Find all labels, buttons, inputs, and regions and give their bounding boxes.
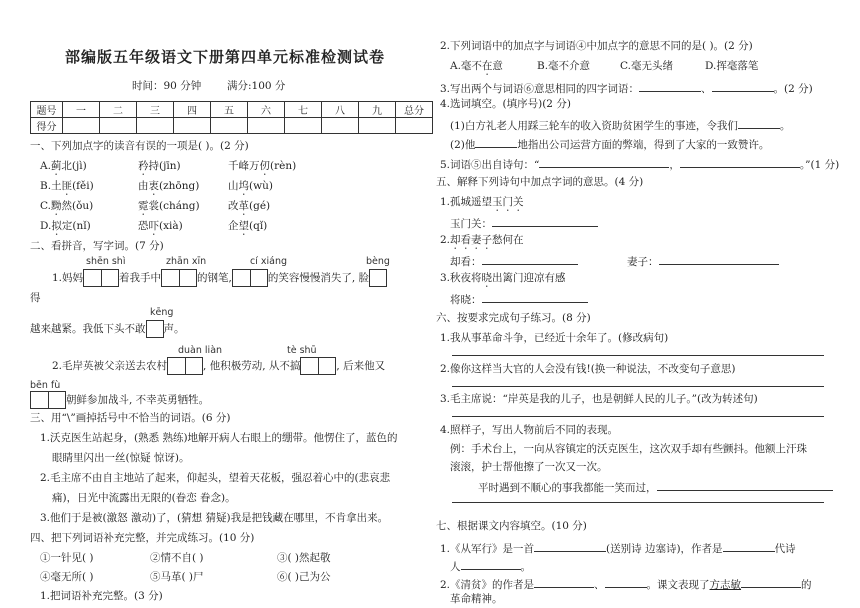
s1-option-b3 xyxy=(228,180,273,198)
text: 2. xyxy=(440,234,451,246)
dotted-char: 却 xyxy=(450,234,461,246)
option-text: B.土 xyxy=(40,180,62,192)
answer-line[interactable] xyxy=(738,117,780,129)
dotted-char: 妻子 xyxy=(471,234,493,246)
s4-item: ④毫无所( ) xyxy=(40,571,94,583)
text: 2.毛岸英被父亲送去农村 xyxy=(52,360,168,372)
s4-item: ⑤马革( )尸 xyxy=(150,571,204,583)
section-6-title: 六、按要求完成句子练习。(8 分) xyxy=(436,312,591,324)
answer-line[interactable] xyxy=(680,156,800,168)
option-text: 千峰万 xyxy=(228,160,260,172)
table-cell: 七 xyxy=(285,102,322,118)
answer-box[interactable] xyxy=(167,357,203,375)
answer-line[interactable] xyxy=(712,80,774,92)
s4-q2: 2.下列词语中的加点字与词语④中加点字的意思不同的是( )。(2 分) xyxy=(440,40,753,52)
s5-p2-ans2 xyxy=(627,253,779,269)
s5-p2-ans1 xyxy=(450,253,578,269)
text: 却看： xyxy=(450,256,482,268)
answer-box[interactable] xyxy=(232,269,268,287)
s1-option-c xyxy=(40,200,93,218)
s1-option-c2 xyxy=(138,200,200,218)
text: 。 xyxy=(520,561,531,573)
s3-line: 3.他们于是被(激怒 激动)了，(猜想 猜疑)我是把钱藏在哪里，不肯拿出来。 xyxy=(40,512,389,524)
dotted-char: 霓 xyxy=(138,200,149,212)
table-cell: 五 xyxy=(211,102,248,118)
answer-line[interactable] xyxy=(461,558,521,570)
score-input-cell[interactable] xyxy=(322,118,359,134)
s4-q4a xyxy=(450,117,790,133)
option-text: (xià) xyxy=(159,220,183,232)
s1-option-d xyxy=(40,220,91,238)
text: (1)白方礼老人用踩三轮车的收入资助贫困学生的事迹，令我们 xyxy=(450,120,738,132)
s4-q5 xyxy=(440,156,839,172)
text: 声。 xyxy=(163,323,185,335)
s3-line: 眼睛里闪出一丝(惊疑 惊讶)。 xyxy=(52,452,190,464)
section-5-title: 五、解释下列诗句中加点字词的意思。(4 分) xyxy=(436,176,644,188)
table-cell: 得分 xyxy=(31,118,63,134)
s4-item: ②情不自( ) xyxy=(150,552,204,564)
text: 妻子： xyxy=(627,256,659,268)
text: 、 xyxy=(594,579,605,591)
dotted-char: 衷 xyxy=(148,180,159,192)
text: 着我手中 xyxy=(119,272,162,284)
answer-box[interactable] xyxy=(146,320,164,338)
text: 越来越紧。我低下头不敢 xyxy=(30,323,146,335)
text: 代诗 xyxy=(774,543,796,555)
s5-p3-ans xyxy=(450,291,588,307)
s1-option-a3 xyxy=(228,160,296,178)
text: 。”(1 分) xyxy=(799,159,840,171)
s7-q2-cont: 革命精神。 xyxy=(450,593,503,605)
answer-line[interactable] xyxy=(482,253,578,265)
s6-q4-prompt xyxy=(478,479,833,495)
text: , 后来他又 xyxy=(336,360,386,372)
text: 平时遇到不顺心的事我都能一笑而过， xyxy=(478,482,657,494)
answer-box[interactable] xyxy=(30,391,66,409)
answer-line[interactable] xyxy=(659,253,779,265)
option-text: 由 xyxy=(138,180,149,192)
dotted-char: 望 xyxy=(238,220,249,232)
s5-p3 xyxy=(440,272,566,290)
answer-box[interactable] xyxy=(300,357,336,375)
text: (送别诗 边塞诗)，作者是 xyxy=(606,543,723,555)
s1-option-d2 xyxy=(138,220,183,238)
dotted-char: 蓟 xyxy=(50,160,62,172)
dotted-char: 矜 xyxy=(138,160,149,172)
text: 人 xyxy=(450,561,461,573)
option-text: 企 xyxy=(228,220,239,232)
text: (2)他 xyxy=(450,139,476,151)
answer-box[interactable] xyxy=(369,269,387,287)
option-text: 然(ǒu) xyxy=(61,200,94,212)
s7-q2 xyxy=(440,576,812,592)
option-text: (fěi) xyxy=(72,180,94,192)
option-text: (wù) xyxy=(249,180,273,192)
text: 地指出公司运营方面的弊端，得到了大家的一致赞许。 xyxy=(517,139,770,151)
page-title: 部编版五年级语文下册第四单元标准检测试卷 xyxy=(65,48,386,66)
score-input-cell[interactable] xyxy=(211,118,248,134)
section-7-title: 七、根据课文内容填空。(10 分) xyxy=(436,520,587,532)
option-text: (rèn) xyxy=(270,160,297,172)
dotted-char: 拟 xyxy=(51,220,62,232)
score-input-cell[interactable] xyxy=(396,118,433,134)
answer-line[interactable] xyxy=(534,576,594,588)
score-input-cell[interactable] xyxy=(359,118,396,134)
score-label: 满分:100 分 xyxy=(227,80,286,92)
text: 3.秋夜将 xyxy=(440,272,482,284)
s4-q4: 4.选词填空。(填序号)(2 分) xyxy=(440,98,571,110)
option-text: 持(jīn) xyxy=(148,160,181,172)
text: 愁何在 xyxy=(492,234,524,246)
pinyin: bēn fù xyxy=(30,380,61,391)
answer-line[interactable] xyxy=(539,156,669,168)
s2-line-2 xyxy=(30,319,185,339)
table-cell: 题号 xyxy=(31,102,63,118)
s6-q4-example-2: 滚滚，护士帮他擦了一次又一次。 xyxy=(450,461,608,473)
option-letter: A. xyxy=(40,160,51,172)
score-input-cell[interactable] xyxy=(248,118,285,134)
text: 。(2 分) xyxy=(773,83,813,95)
text: , 他积极劳动, 从不搞 xyxy=(203,360,301,372)
text: 朝鲜参加战斗, 不幸英勇牺牲。 xyxy=(66,394,210,406)
s7-q1-cont xyxy=(450,558,531,574)
s7-q1 xyxy=(440,540,796,556)
s4-item: ③( )然起敬 xyxy=(277,552,331,564)
answer-line[interactable] xyxy=(492,215,598,227)
text: 的笑容慢慢消失了, 脸 xyxy=(267,272,370,284)
answer-line[interactable] xyxy=(657,479,833,491)
s1-option-d3 xyxy=(228,220,267,238)
score-table-score-row xyxy=(31,118,433,134)
section-2-title: 二、看拼音，写字词。(7 分) xyxy=(30,240,164,252)
s1-option-b xyxy=(40,180,94,198)
score-table-header-row xyxy=(31,102,433,118)
s1-option-c3 xyxy=(228,200,270,218)
answer-line[interactable] xyxy=(452,355,824,356)
text: 。课文表现了 xyxy=(646,579,710,591)
answer-box[interactable] xyxy=(161,269,197,287)
text: 5.词语⑤出自诗句：“ xyxy=(440,159,540,171)
s5-p1-ans xyxy=(450,215,598,231)
table-cell: 总分 xyxy=(396,102,433,118)
dotted-char: 黝 xyxy=(51,200,62,212)
option-text: 裳(cháng) xyxy=(148,200,200,212)
section-1-title: 一、下列加点字的读音有误的一项是( )。(2 分) xyxy=(30,140,249,152)
s4-q2-opt-d: D.挥毫落笔 xyxy=(705,60,759,72)
dotted-char: 仞 xyxy=(259,160,270,172)
s4-q2-opt-c: C.毫无头绪 xyxy=(620,60,673,72)
score-input-cell[interactable] xyxy=(63,118,100,134)
dotted-char: 晓 xyxy=(481,272,493,284)
pinyin: shēn shì xyxy=(86,256,126,267)
underlined-text: 方志敏 xyxy=(709,579,742,591)
s2-line-1-end: 得 xyxy=(30,292,41,304)
dotted-char: 吓 xyxy=(148,220,159,232)
answer-line[interactable] xyxy=(723,540,775,552)
table-cell: 四 xyxy=(174,102,211,118)
s2-line-1 xyxy=(52,268,387,288)
s4-item: ⑥( )己为公 xyxy=(277,571,331,583)
section-3-title: 三、用“\”画掉括号中不恰当的词语。(6 分) xyxy=(30,412,231,424)
answer-box[interactable] xyxy=(83,269,119,287)
pinyin: cí xiáng xyxy=(250,256,288,267)
pinyin: zhān xīn xyxy=(166,256,207,267)
answer-line[interactable] xyxy=(534,540,606,552)
dotted-char: 门 xyxy=(502,196,514,208)
pinyin: duàn liàn xyxy=(178,345,223,356)
dotted-char: 匪 xyxy=(61,180,73,192)
text: 1.《从军行》是一首 xyxy=(440,543,535,555)
text: 3.写出两个与词语⑥意思相同的四字词语： xyxy=(440,83,640,95)
answer-line[interactable] xyxy=(482,291,588,303)
text: 的钢笔, xyxy=(197,272,232,284)
text: ， xyxy=(669,159,680,171)
s6-q4-example-1: 例：手术台上，一向从容镇定的沃克医生，这次双手却有些颤抖。他额上汗珠 xyxy=(450,443,807,455)
table-cell: 一 xyxy=(63,102,100,118)
table-cell: 九 xyxy=(359,102,396,118)
dotted-char: 在 xyxy=(481,60,493,72)
text: 1.孤城遥望 xyxy=(440,196,493,208)
text: 出篱门迎凉有感 xyxy=(492,272,566,284)
table-cell: 三 xyxy=(137,102,174,118)
pinyin: tè shū xyxy=(287,345,317,356)
score-input-cell[interactable] xyxy=(137,118,174,134)
s4-q1: 1.把词语补充完整。(3 分) xyxy=(40,590,163,602)
score-input-cell[interactable] xyxy=(100,118,137,134)
s5-p2 xyxy=(440,234,524,252)
s4-q3: 3.写出两个与词语⑥意思相同的四字词语： 、 。(2 分) xyxy=(440,80,813,96)
pinyin: kēng xyxy=(150,307,174,318)
dotted-char: 革 xyxy=(238,200,249,212)
option-text: A.毫不 xyxy=(450,60,482,72)
score-table xyxy=(30,101,433,134)
s6-q4: 4.照样子，写出人物前后不同的表现。 xyxy=(440,424,619,436)
answer-line[interactable] xyxy=(452,502,824,503)
dotted-char: 看 xyxy=(460,234,472,246)
text: 将晓： xyxy=(450,294,482,306)
answer-line[interactable] xyxy=(452,416,824,417)
option-text: 山 xyxy=(228,180,239,192)
s4-q4b xyxy=(450,136,769,152)
option-text: 北(jì) xyxy=(61,160,87,172)
text: 的 xyxy=(801,579,812,591)
option-text: 定(nǐ) xyxy=(61,220,91,232)
s3-line: 1.沃克医生站起身，(熟悉 熟练)地解开病人右眼上的绷带。他愣住了，蓝色的 xyxy=(40,432,398,444)
s1-option-b2 xyxy=(138,180,199,198)
time-label: 时间：90 分钟 xyxy=(132,80,202,92)
s3-line: 2.毛主席不由自主地站了起来，仰起头，望着天花板，强忍着心中的(悲哀悲 xyxy=(40,472,391,484)
s4-item: ①一针见( ) xyxy=(40,552,94,564)
answer-line[interactable] xyxy=(639,80,701,92)
text: 1.妈妈 xyxy=(52,272,84,284)
section-4-title: 四、把下列词语补充完整，并完成练习。(10 分) xyxy=(30,532,255,544)
score-input-cell[interactable] xyxy=(174,118,211,134)
option-text: 意 xyxy=(492,60,503,72)
answer-line[interactable] xyxy=(475,136,517,148)
answer-line[interactable] xyxy=(741,576,801,588)
option-text: 恐 xyxy=(138,220,149,232)
s5-p1 xyxy=(440,196,524,214)
text: 玉门关： xyxy=(450,218,492,230)
s2-line-3 xyxy=(52,356,385,376)
option-text: 改 xyxy=(228,200,239,212)
answer-line[interactable] xyxy=(452,386,824,387)
answer-line[interactable] xyxy=(605,576,647,588)
s1-option-a2 xyxy=(138,160,181,178)
option-text: (zhōng) xyxy=(159,180,200,192)
score-input-cell[interactable] xyxy=(285,118,322,134)
s6-q2: 2.像你这样当大官的人会没有钱!(换一种说法，不改变句子意思) xyxy=(440,363,736,375)
s3-line: 痛)，日光中流露出无限的(眷恋 眷念)。 xyxy=(52,492,236,504)
s2-line-4 xyxy=(30,390,209,410)
s4-q2-opt-a xyxy=(450,60,503,78)
pinyin: bèng xyxy=(366,256,390,267)
option-text: C. xyxy=(40,200,51,212)
option-text: D. xyxy=(40,220,52,232)
table-cell: 八 xyxy=(322,102,359,118)
text: 2.《清贫》的作者是 xyxy=(440,579,535,591)
text: 。 xyxy=(779,120,791,132)
option-text: (qǐ) xyxy=(249,220,268,232)
option-text: (gé) xyxy=(249,200,271,212)
s6-q3: 3.毛主席说：“岸英是我的儿子，也是朝鲜人民的儿子。”(改为转述句) xyxy=(440,393,758,405)
s1-option-a xyxy=(40,160,87,178)
dotted-char: 坞 xyxy=(238,180,249,192)
table-cell: 六 xyxy=(248,102,285,118)
dotted-char: 玉 xyxy=(492,196,503,208)
s4-q2-opt-b: B.毫不介意 xyxy=(537,60,591,72)
s6-q1: 1.我从事革命斗争，已经近十余年了。(修改病句) xyxy=(440,332,669,344)
table-cell: 二 xyxy=(100,102,137,118)
dotted-char: 关 xyxy=(513,196,524,208)
